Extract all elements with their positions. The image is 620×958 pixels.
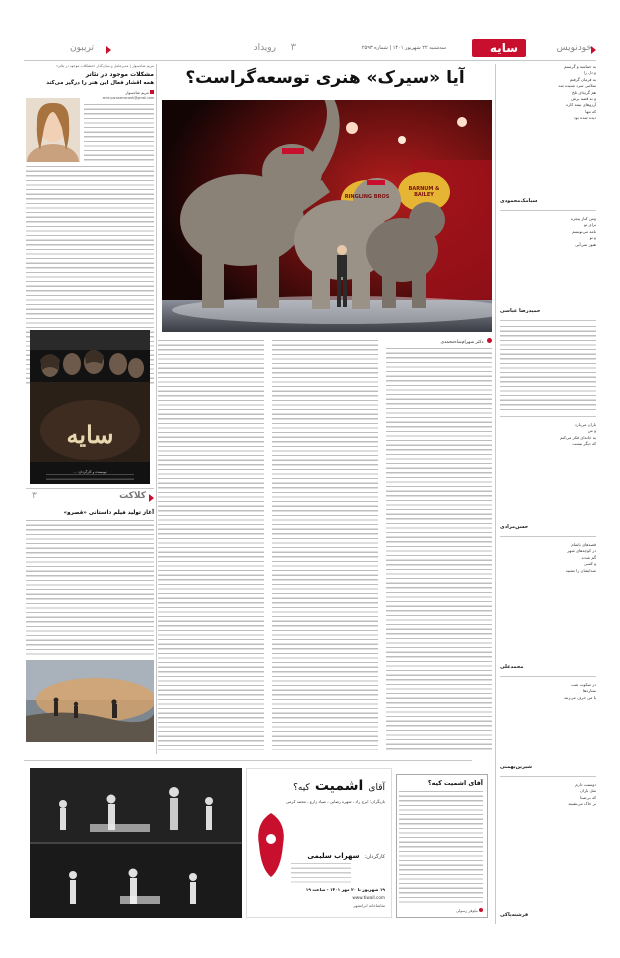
ad-website[interactable]: www.tiwall.com xyxy=(352,895,385,900)
news-body xyxy=(26,520,154,656)
interview-kicker: مریم شاه‌سوار | مدیرعامل و بنیان‌گذار «مشکلات موجود در تئاتر» xyxy=(55,64,154,68)
poet-name: شیرین‌بهمنی xyxy=(500,764,533,770)
poem-prose xyxy=(500,326,596,412)
author-icon xyxy=(487,338,492,343)
divider xyxy=(26,488,154,489)
divider xyxy=(500,320,596,321)
poet-name: حسن‌مرادی xyxy=(500,524,529,530)
circus-photo xyxy=(162,100,492,332)
play-photos xyxy=(30,768,242,918)
review-box xyxy=(396,774,488,918)
news-section-label: کلاکت xyxy=(119,491,146,501)
poem-text: باران می‌بارد و من به خانه‌ای فکر می‌کنم که دیگر نیست xyxy=(560,422,596,447)
column-rule-left xyxy=(156,64,157,754)
bottom-section-rule xyxy=(24,760,472,761)
film-still xyxy=(26,660,154,742)
byline-email: amir.parseamanesh@gmail.com xyxy=(102,96,154,100)
ad-venue: تماشاخانه ایرانشهر xyxy=(353,903,385,908)
poster-credits: نویسنده و کارگردان: ... xyxy=(73,470,107,474)
news-headline: آغاز تولید فیلم داستانی «قصرو» xyxy=(63,510,154,516)
elephant-photo-illustration xyxy=(162,100,492,332)
interview-subhead: همه اقشار فعال این هنر را درگیر می‌کند xyxy=(46,80,154,86)
photo-banner-left: BARNUM & BAILEY xyxy=(408,186,440,198)
poem-text: ومن کنار پنجره برای تو نامه می‌نویسم و تو هنوز نمی‌آیی xyxy=(570,216,596,247)
section-center-label: رویداد xyxy=(253,43,276,53)
ad-director: کارگردان: سهراب سلیمی xyxy=(307,852,385,860)
poet-name: فرشته‌پاکی xyxy=(500,912,529,918)
triangle-marker xyxy=(149,494,154,502)
divider xyxy=(500,210,596,211)
poem-block xyxy=(500,422,596,532)
triangle-marker-left xyxy=(106,46,111,54)
ad-dates: ۱۹ شهریور تا ۲۰ مهر ۱۴۰۱ - ساعت ۱۹ xyxy=(305,887,385,892)
poem-text: به حماسه و گرسنم و دل را به فرمان گرفتم سلامی سرد شنیده شد هم گریه‌ای تلخ و نه قصه برش آرزوهای نیمه کاره که تنها دیده شده بود xyxy=(558,64,596,121)
issue-line: سه‌شنبه ۲۲ شهریور ۱۴۰۱ | شماره ۲۵۹۳ xyxy=(361,45,446,51)
poem-block xyxy=(500,682,596,772)
poem-block xyxy=(500,542,596,672)
masthead-logo-text: سایه xyxy=(489,41,518,55)
triangle-marker-right xyxy=(591,46,596,54)
byline-icon xyxy=(150,90,154,94)
poem-block xyxy=(500,64,596,206)
left-news xyxy=(26,488,154,746)
ad-actors: بازیگران: ایرج راد ، شهره رضایی ، صیاد زارع ، محمد کرمی xyxy=(285,799,385,804)
page-number: ۳ xyxy=(290,42,296,53)
column-rule xyxy=(495,64,496,924)
poem-text: دوستت دارم مثل باران که بی‌صدا بر خاک می‌نشیند xyxy=(568,782,596,807)
review-title: آقای اشمیت کیه؟ xyxy=(427,779,483,787)
poet-name: حمیدرضا عباسی xyxy=(500,308,541,314)
ad-title: آقای اشمیت کیه؟ xyxy=(293,778,385,794)
article-author: دکتر شهرام‌شاه‌محمدی xyxy=(386,338,492,345)
poster-title: سایه xyxy=(66,420,114,449)
film-poster xyxy=(30,330,150,484)
byline: مریم شاه‌سوار xyxy=(84,90,154,95)
review-author: نیلوفر رسولی xyxy=(456,908,483,913)
author-icon xyxy=(479,908,483,912)
poet-name: محمدعلی xyxy=(500,664,524,670)
article-title: آیا «سیرک» هنری توسعه‌گراست؟ xyxy=(185,68,465,88)
review-body xyxy=(399,791,483,905)
ad-credits xyxy=(291,863,351,883)
interview-body-top xyxy=(84,104,154,162)
divider xyxy=(500,416,596,417)
news-page-number: ۳ xyxy=(32,491,37,501)
poem-block xyxy=(500,782,596,920)
poetry-sidebar xyxy=(500,64,596,924)
section-left-label: تریبون xyxy=(70,43,94,53)
main-article xyxy=(158,64,492,754)
author-portrait xyxy=(26,98,80,162)
poem-text: قصه‌های ناتمام در کوچه‌های شهر گم شدند و کسی صدایشان را نشنید xyxy=(565,542,596,573)
photo-banner-right: RINGLING BROS xyxy=(344,194,390,200)
masthead-rule xyxy=(24,60,596,61)
poem-text: در سکوت شب ستاره‌ها با من حرف می‌زنند xyxy=(564,682,596,700)
poem-block xyxy=(500,216,596,316)
divider xyxy=(500,676,596,677)
section-right-label: خودنویس xyxy=(556,43,592,53)
masthead xyxy=(24,40,596,60)
theater-ad xyxy=(30,768,392,918)
poet-name: سیامک‌محمودی xyxy=(500,198,538,204)
divider xyxy=(500,776,596,777)
article-column-3 xyxy=(158,340,264,750)
article-column-2 xyxy=(272,340,378,750)
article-column-1 xyxy=(386,348,492,750)
poster-credit-lines xyxy=(46,474,134,482)
divider xyxy=(500,536,596,537)
play-poster xyxy=(246,768,392,918)
red-mask-graphic xyxy=(253,809,289,881)
interview-headline: مشکلات موجود در تئاتر xyxy=(85,71,154,78)
